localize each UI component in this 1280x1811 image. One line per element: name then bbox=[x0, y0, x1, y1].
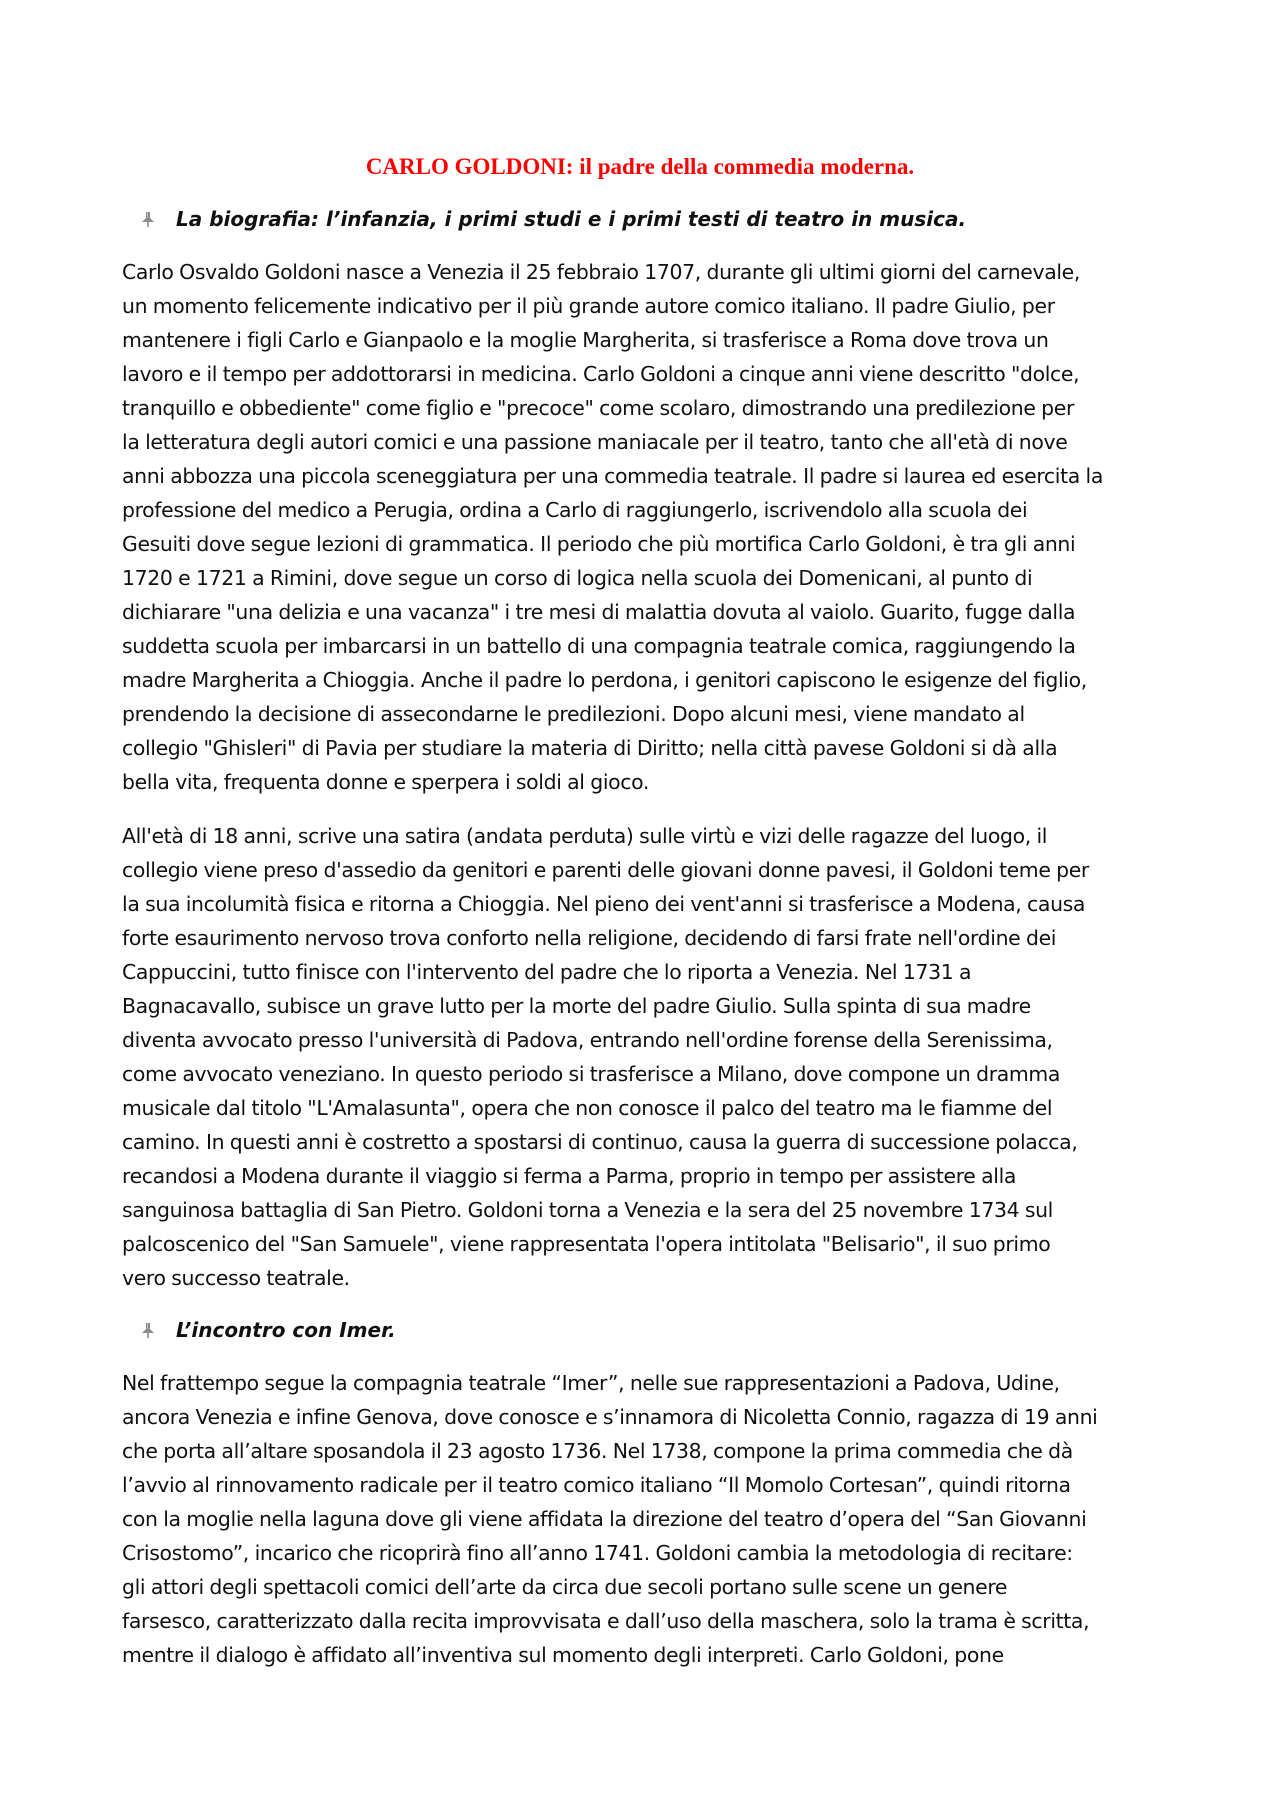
text-line: collegio "Ghisleri" di Pavia per studiare la materia di Diritto; nella città pavese Goldoni si dà alla bbox=[122, 736, 1058, 760]
paragraph-avvocato bbox=[122, 819, 1172, 1295]
text-line: Gesuiti dove segue lezioni di grammatica. Il periodo che più mortifica Carlo Goldoni, è tra gli anni bbox=[122, 532, 1076, 556]
document-title: CARLO GOLDONI: il padre della commedia moderna. bbox=[365, 154, 915, 179]
text-line: mantenere i figli Carlo e Gianpaolo e la moglie Margherita, si trasferisce a Roma dove trova un bbox=[122, 328, 1049, 352]
text-line: 1720 e 1721 a Rimini, dove segue un corso di logica nella scuola dei Domenicani, al punto di bbox=[122, 566, 1033, 590]
text-line: Cappuccini, tutto finisce con l'intervento del padre che lo riporta a Venezia. Nel 1731 a bbox=[122, 960, 972, 984]
text-line: l’avvio al rinnovamento radicale per il teatro comico italiano “Il Momolo Cortesan”, quindi ritorna bbox=[122, 1473, 1071, 1497]
text-line: anni abbozza una piccola sceneggiatura per una commedia teatrale. Il padre si laurea ed esercita la bbox=[122, 464, 1103, 488]
text-line: forte esaurimento nervoso trova conforto nella religione, decidendo di farsi frate nell'ordine dei bbox=[122, 926, 1057, 950]
text-line: Bagnacavallo, subisce un grave lutto per la morte del padre Giulio. Sulla spinta di sua madre bbox=[122, 994, 1031, 1018]
text-line: che porta all’altare sposandola il 23 agosto 1736. Nel 1738, compone la prima commedia che dà bbox=[122, 1439, 1073, 1463]
text-line: collegio viene preso d'assedio da genitori e parenti delle giovani donne pavesi, il Goldoni teme per bbox=[122, 858, 1089, 882]
section-heading-text: La biografia: l’infanzia, i primi studi e i primi testi di teatro in musica. bbox=[176, 207, 967, 231]
text-line: bella vita, frequenta donne e sperpera i soldi al gioco. bbox=[122, 770, 650, 794]
text-line: All'età di 18 anni, scrive una satira (andata perduta) sulle virtù e vizi delle ragazze del luogo, il bbox=[122, 824, 1048, 848]
text-line: sanguinosa battaglia di San Pietro. Goldoni torna a Venezia e la sera del 25 novembre 1734 sul bbox=[122, 1198, 1053, 1222]
text-line: ancora Venezia e infine Genova, dove conosce e s’innamora di Nicoletta Connio, ragazza di 19 anni bbox=[122, 1405, 1098, 1429]
text-line: un momento felicemente indicativo per il più grande autore comico italiano. Il padre Giulio, per bbox=[122, 294, 1055, 318]
text-line: Crisostomo”, incarico che ricoprirà fino all’anno 1741. Goldoni cambia la metodologia di recitare: bbox=[122, 1541, 1073, 1565]
section-heading-imer bbox=[140, 1318, 396, 1342]
text-line: mentre il dialogo è affidato all’inventiva sul momento degli interpreti. Carlo Goldoni, pone bbox=[122, 1643, 1004, 1667]
text-line: palcoscenico del "San Samuele", viene rappresentata l'opera intitolata "Belisario", il suo primo bbox=[122, 1232, 1051, 1256]
pushpin-bullet-icon bbox=[140, 211, 156, 227]
text-line: gli attori degli spettacoli comici dell’arte da circa due secoli portano sulle scene un genere bbox=[122, 1575, 1008, 1599]
text-line: recandosi a Modena durante il viaggio si ferma a Parma, proprio in tempo per assistere alla bbox=[122, 1164, 1017, 1188]
text-line: la sua incolumità fisica e ritorna a Chioggia. Nel pieno dei vent'anni si trasferisce a Modena, causa bbox=[122, 892, 1086, 916]
text-line: diventa avvocato presso l'università di Padova, entrando nell'ordine forense della Serenissima, bbox=[122, 1028, 1053, 1052]
text-line: vero successo teatrale. bbox=[122, 1266, 350, 1290]
text-line: Carlo Osvaldo Goldoni nasce a Venezia il 25 febbraio 1707, durante gli ultimi giorni del carnevale, bbox=[122, 260, 1080, 284]
text-line: dichiarare "una delizia e una vacanza" i tre mesi di malattia dovuta al vaiolo. Guarito, fugge dalla bbox=[122, 600, 1076, 624]
section-heading-text: L’incontro con Imer. bbox=[176, 1318, 396, 1342]
text-line: camino. In questi anni è costretto a spostarsi di continuo, causa la guerra di successione polacca, bbox=[122, 1130, 1078, 1154]
pushpin-bullet-icon bbox=[140, 1322, 156, 1338]
paragraph-imer bbox=[122, 1366, 1172, 1672]
section-heading-biografia bbox=[140, 207, 966, 231]
text-line: musicale dal titolo "L'Amalasunta", opera che non conosce il palco del teatro ma le fiamme del bbox=[122, 1096, 1053, 1120]
text-line: lavoro e il tempo per addottorarsi in medicina. Carlo Goldoni a cinque anni viene descritto "dolce, bbox=[122, 362, 1080, 386]
paragraph-infanzia bbox=[122, 255, 1172, 799]
text-line: la letteratura degli autori comici e una passione maniacale per il teatro, tanto che all'età di nove bbox=[122, 430, 1068, 454]
text-line: prendendo la decisione di assecondarne le predilezioni. Dopo alcuni mesi, viene mandato al bbox=[122, 702, 1025, 726]
text-line: farsesco, caratterizzato dalla recita improvvisata e dall’uso della maschera, solo la trama è scritta, bbox=[122, 1609, 1090, 1633]
text-line: tranquillo e obbediente" come figlio e "precoce" come scolaro, dimostrando una predilezione per bbox=[122, 396, 1074, 420]
text-line: Nel frattempo segue la compagnia teatrale “Imer”, nelle sue rappresentazioni a Padova, Udine, bbox=[122, 1371, 1060, 1395]
text-line: madre Margherita a Chioggia. Anche il padre lo perdona, i genitori capiscono le esigenze del figlio, bbox=[122, 668, 1087, 692]
text-line: professione del medico a Perugia, ordina a Carlo di raggiungerlo, iscrivendolo alla scuola dei bbox=[122, 498, 1028, 522]
text-line: con la moglie nella laguna dove gli viene affidata la direzione del teatro d’opera del “San Giovanni bbox=[122, 1507, 1087, 1531]
text-line: come avvocato veneziano. In questo periodo si trasferisce a Milano, dove compone un dramma bbox=[122, 1062, 1061, 1086]
text-line: suddetta scuola per imbarcarsi in un battello di una compagnia teatrale comica, raggiungendo la bbox=[122, 634, 1076, 658]
